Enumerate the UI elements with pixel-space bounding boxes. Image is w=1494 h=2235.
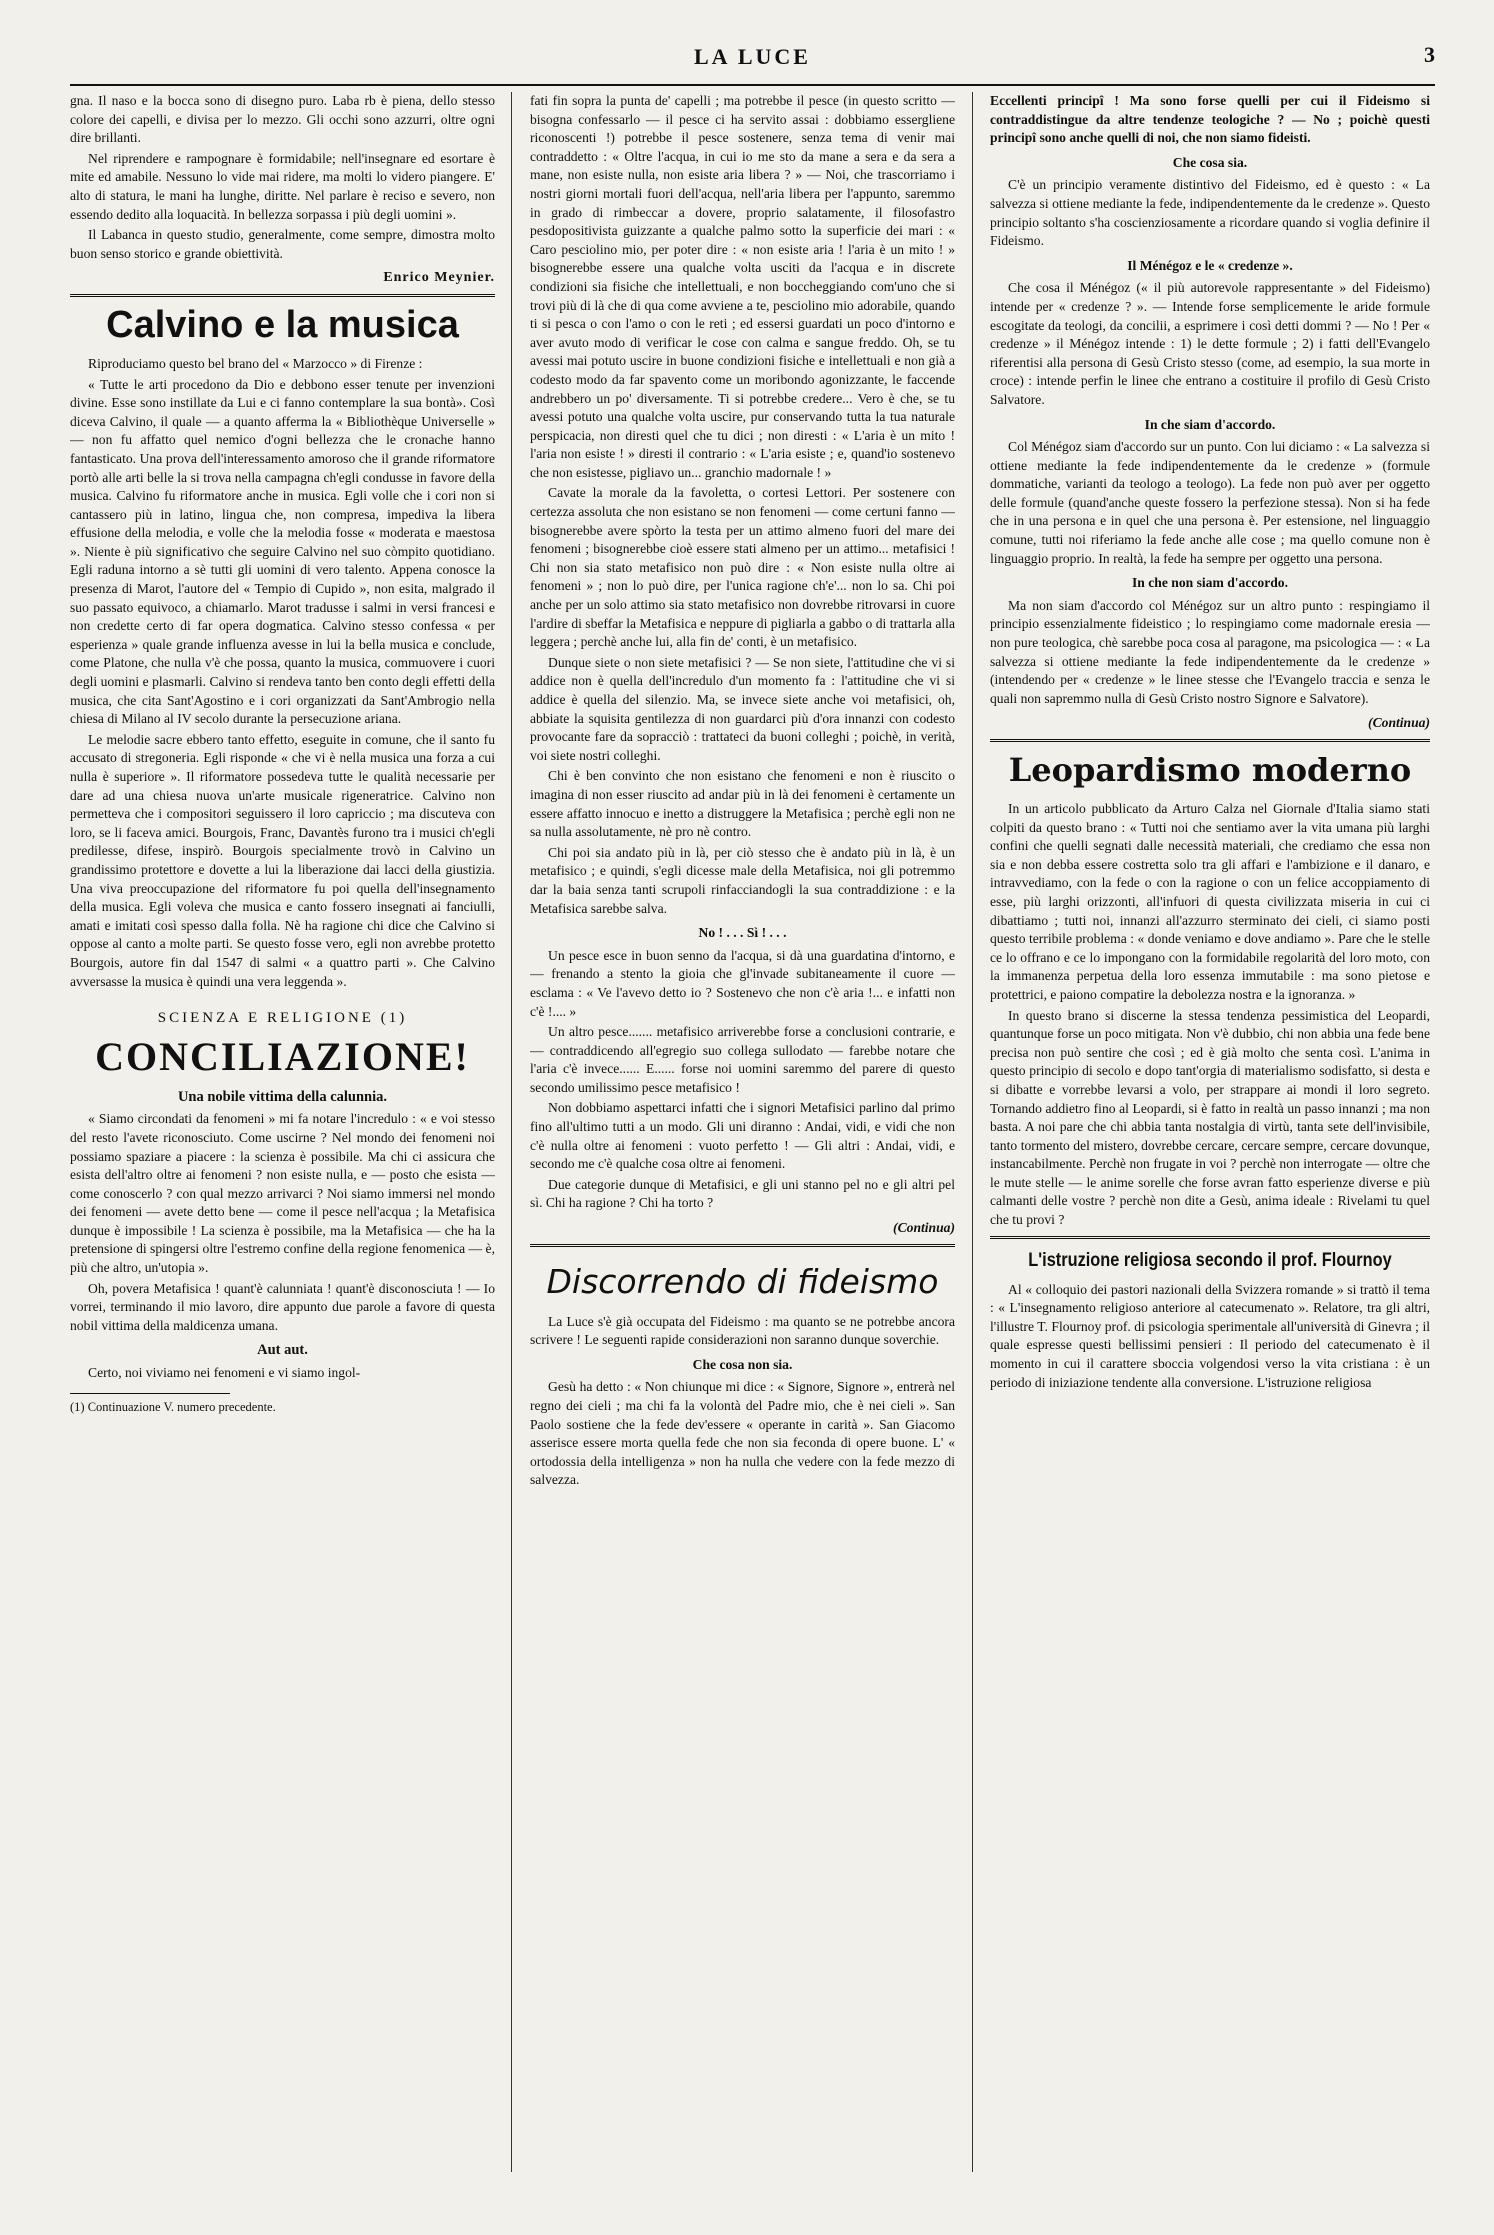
column-divider [972,92,973,2172]
article-text: Nel riprendere e rampognare è formidabile; nell'insegnare ed esortare è mite ed amabile. Nessuno lo vide mai ridere, ma molti lo videro piangere. E' alto di statura, le mani ha lunghe, diritte. Nel parlare è reciso e severo, non essendo dedito alla loquacità. In bellezza sorpassa i più degli uomini ». [70,150,495,222]
section-rule [530,1244,955,1247]
article-text: Gesù ha detto : « Non chiunque mi dice : « Signore, Signore », entrerà nel regno dei cieli ; ma chi fa la volontà del Padre mio, che è nei cieli ». San Paolo sostiene che la fede dev'essere « operante in carità ». San Giacomo asserisce essere morta quella fede che non sia feconda di opere buone. L' « ortodossia della intelligenza » non ha nulla che vedere con la fede mezzo di salvezza. [530,1379,955,1488]
article-text: Ma non siam d'accordo col Ménégoz sur un altro punto : respingiamo il principio essenzialmente fideistico ; lo respingiamo come madornale eresia — non pure teologica, chè sarebbe poca cosa al paragone, ma psicologica — : « La salvezza si ottiene mediante la fede indipendentemente da le credenze » (intendendo per « credenze » le linee stesse che l'Evangelo traccia e senza le quali non sapremmo nulla di Gesù Cristo nostro Signore e Salvatore). [990,597,1430,706]
column-divider [511,92,512,2172]
article-subhead: In che siam d'accordo. [1144,416,1276,432]
newspaper-page [70,38,1435,2208]
article-subhead: In che non siam d'accordo. [1132,575,1288,591]
section-rule [990,1236,1430,1239]
article-text: fati fin sopra la punta de' capelli ; ma potrebbe il pesce (in questo scritto — bisogna confessarlo — il pesce ci ha servito assai : dobbiamo essergliene riconoscenti !) potrebbe il pesce sostenere, senza tema di venir mai contraddetto : « Oltre l'acqua, in cui io me sto da mane a sera e da sera a mane, non esiste nulla, non esiste aria libera ? » — Noi, che trascorriamo i nostri giorni mortali fuori dell'acqua, nell'aria libera per l'appunto, saremmo in grado di rimbeccar a dovere, proprio salatamente, il filosofastro pesdopositivista guizzante a qualche palmo sotto la superficie dei mari : « Caro pesciolino mio, per poter dire : « non esiste aria ! l'aria è un mito ! » bisognerebbe essere una qualche volta usciti da l'acqua e in discrete condizioni sia fisiche che intellettuali, e non boccheggiando com'uno che si trovi più di là che di qua come avviene a te, pesciolino mio adorabile, quando ti si pesca o con l'amo o con le reti ; ed essersi guardati un poco d'intorno e aver avuto modo di verificar le cose con calma e sangue freddo. Oh, se tu avessi mai potuto uscire in buone condizioni fisiche e intellettuali e non già a codesto modo da far spavento come un moribondo agonizzante, le faccende andrebbero un po' diversamente. Ti si potrebbe credere... Vero è che, se tu avessi potuto una qualche volta uscire, pur conservando tutta la tua naturale perspicacia, non diresti quel che tu dici ; non diresti : « L'aria è un mito ! l'aria non esiste ! » diresti il contrario : « L'aria esiste ; e, quand'io sostenevo che non esistesse, pigliavo un... granchio madornale ! » [530,93,955,480]
article-text: Riproduciamo questo bel brano del « Marzocco » di Firenze : [88,355,423,371]
section-rule [70,294,495,297]
article-text: In questo brano si discerne la stessa tendenza pessimistica del Leopardi, quantunque forse un poco mitigata. Non v'è dubbio, chi non abbia una fede bene precisa non può sentire che così ; ed è già molto che senta così. L'anima in questo principio di secolo e dopo tant'orgia di materialismo sodisfatto, si desta e si dibatte e vorrebbe levarsi a volo, per strappare ai mondi il loro segreto. Tornando addietro fino al Leopardi, si è fatto in realtà un passo innanzi ; ma non basta. A noi pare che chi abbia tanta nostalgia di virtù, tanta sete dell'invisibile, tanto tormento del mistero, dovrebbe cercare, cercare sempre, cercare dovunque, instancabilmente. Perchè non frugate in voi ? perchè non interrogate — oltre che le mute stelle — le anime sorelle che forse avran fatto esperienze diverse e più calmanti delle vostre ? perchè non dite a Gesù, anima ideale : Rivelami tu quel che tu provi ? [990,1007,1430,1228]
article-subhead: Che cosa sia. [1172,154,1248,170]
article-text: Col Ménégoz siam d'accordo sur un punto. Con lui diciamo : « La salvezza si ottiene mediante la fede indipendentemente da le credenze » (formule dommatiche, varianti da teologo a teologo). La fede non può aver per oggetto delle formule (quand'anche queste fossero la perfezione stessa). Non si ha fede che in una persona e in quel che una persona è. Per estensione, nel linguaggio comune, tutti noi riferiamo la fede anche alle cose ; ma quello comune non è linguaggio proprio. In realtà, la fede ha sempre per oggetto una persona. [990,439,1430,566]
article-title-leopardismo: Leopardismo moderno [1008,751,1412,789]
article-text: Che cosa il Ménégoz (« il più autorevole rappresentante » del Fideismo) intende per « credenze ? ». — Intende forse semplicemente le aride formule escogitate da teologi, da concilii, a esprimere i così detti dommi ? — No ! Per « credenze » il Ménégoz intende : 1) le dette formule ; 2) i fatti dell'Evangelo riferentisi alla persona di Gesù Cristo stesso (come, ad esempio, la sua morte in croce) : intende perfin le linee che entrano a costituire il profilo di Gesù Cristo Salvatore. [990,280,1430,407]
article-text: C'è un principio veramente distintivo del Fideismo, ed è questo : « La salvezza si ottiene mediante la fede, indipendentemente da le credenze ». Questo principio soltanto s'ha coscienziosamente a ricordare quando si voglia definire il Fideismo. [990,177,1430,249]
article-subhead: Aut aut. [257,1342,308,1359]
masthead: LA LUCE [694,44,811,69]
article-title-conciliazione: CONCILIAZIONE! [95,1033,470,1079]
article-text: gna. Il naso e la bocca sono di disegno puro. Laba rb è piena, dello stesso colore dei capelli, e divisa per lo mezzo. Gli occhi sono azzurri, oltre ogni dire brillanti. [70,93,495,146]
article-text: Le melodie sacre ebbero tanto effetto, eseguite in comune, che il santo fu accusato di stregoneria. Egli risponde « che vi è nella musica una forza a cui nulla è superiore ». Il riformatore possedeva tutte le qualità necessarie per dare ad una chiesa nuova un'arte musicale rigeneratrice. Calvino non permetteva che i compositori seguissero il loro capriccio ; ma discuteva con loro, se li faceva amici. Bourgois, Franc, Davantès furono tra i musici ch'egli predilesse, difese, inspirò. Bourgois specialmente trovò in Calvino un grandissimo protettore e dovette a lui la liberazione dai lacci della giustizia. Una viva preoccupazione del riformatore fu poi quella dell'insegnamento della musica. Egli voleva che musica e canto fossero insegnati ai fanciulli, amati e imitati così spesso dalla folla. Nè ha ragione chi dice che Calvino si oppose al canto a molte parti. Se questo fosse vero, egli non avrebbe protetto Bourgois, autore fin dal 1547 di salmi « a quattro parti ». Che Calvino avversasse la musica è quindi una vera leggenda ». [70,731,495,989]
continua-note: (Continua) [893,1220,955,1236]
page-number: 3 [1424,42,1435,67]
columns [70,92,1435,2192]
article-text: In un articolo pubblicato da Arturo Calza nel Giornale d'Italia siamo stati colpiti da questo brano : « Tutti noi che sentiamo aver la vita umana più larghi confini che quelli segnati dalle necessità materiali, che crediamo che essa non sia e non debba essere costretta solo tra gli affari e l'ambizione e il danaro, e intravvediamo, con la fede o con la ragione o con un felice accoppiamento di esse, più larghi orizzonti, all'infuori di questa civilizzata miseria in cui ci dibattiamo ; tutti noi, innanzi all'azzurro sterminato dei cieli, ci siamo posti questo terribile problema : « donde veniamo e dove andiamo ». Pare che le stelle ce lo offrano e ce lo impongano con la formidabile regolarità del loro moto, con la immanenza perpetua della loro essenza immutabile : ma sono pietose e protettrici, e paiono compatire la debolezza nostra e la ignoranza. » [990,801,1430,1002]
article-text: Chi è ben convinto che non esistano che fenomeni e non è riuscito o imagina di non esser riuscito ad andar più in là dei fenomeni è certamente un essere affatto innocuo e inetto a distruggere la Metafisica ; perchè egli non ne sa nulla assolutamente, nè pro nè contro. [530,768,955,840]
article-text: La Luce s'è già occupata del Fideismo : ma quanto se ne potrebbe ancora scrivere ! Le seguenti rapide considerazioni non saranno dunque soverchie. [530,1313,955,1348]
column-3 [990,92,1430,2192]
column-1 [70,92,495,2192]
article-text: Un pesce esce in buon senno da l'acqua, si dà una guardatina d'intorno, e — frenando a stento la gioia che gl'invade subitaneamente il cuore — esclama : « Ve l'avevo detto io ? Sostenevo che non c'è aria !... e infatti non c'è !.... » [530,947,955,1019]
article-text: Oh, povera Metafisica ! quant'è calunniata ! quant'è disconosciuta ! — Io vorrei, terminando il mio lavoro, dire appunto due parole a favore di questa nobil vittima della maldicenza umana. [70,1280,495,1333]
article-text: Non dobbiamo aspettarci infatti che i signori Metafisici parlino dal primo fino all'ultimo tutti a un modo. Gli uni diranno : Andai, vidi, e vidi che non c'è nulla oltre ai fenomeni : vuoto perfetto ! — Gli altri : Andai, vidi, e secondo me c'è qualche cosa oltre ai fenomeni. [530,1100,955,1172]
article-subhead: Che cosa non sia. [692,1356,793,1372]
footnote: (1) Continuazione V. numero precedente. [70,1399,276,1414]
article-text: « Tutte le arti procedono da Dio e debbono esser tenute per invenzioni divine. Esse sono instillate da Lui e ci fanno contemplare la sua bontà». Così diceva Calvino, il quale — a quanto afferma la « Bibliothèque Universelle » — non fu affatto quel nemico d'ogni bellezza che le cronache hanno fantasticato. Una prova dell'interessamento amoroso che il grande riformatore portò alle arti belle la si trova nella campagna ch'egli condusse in favore della musica. Calvino fu riformatore anche in musica. Egli volle che i cori non si cantassero più in latino, lingua che, non compresa, impediva la libera effusione della melodia, e volle che la melodia fosse « moderata e maestosa ». Niente è più significativo che seguire Calvino nel suo còmpito quotidiano. Egli raduna intorno a sè tutti gli uomini di vero talento. Appena conosce la presenza di Marot, l'autore del « Tempio di Cupido », non esita, malgrado il suo passato equivoco, a chiamarlo. Marot tradusse i salmi in versi francesi e non credette certo di far opera dogmatica. Calvino stesso confessa « per esperienza » quale grande influenza avesse in lui la bella musica e conclude, come Platone, che nulla v'è che possa, quanto la musica, commuovere i cuori degli uomini e plasmarli. Calvino si rendeva tanto ben conto degli effetti della musica, che cita Sant'Agostino e i cori organizzati da Sant'Ambrogio nella chiesa di Milano al IV secolo durante la persecuzione ariana. [70,376,495,727]
section-label: SCIENZA E RELIGIONE (1) [157,1010,408,1027]
article-subhead: Il Ménégoz e le « credenze ». [1127,257,1293,273]
article-text: Al « colloquio dei pastori nazionali della Svizzera romande » si trattò il tema : « L'insegnamento religioso anteriore al catecumenato ». Relatore, tra gli altri, l'illustre T. Flournoy prof. di psicologia sperimentale all'università di Ginevra ; il quale espresse questi bellissimi pensieri : Il periodo del catecumenato è il momento in cui il carattere sboccia volgendosi verso la vita cristiana : è un periodo di iniziazione tendente alla conversione. L'istruzione religiosa [990,1281,1430,1390]
article-title-istruzione: L'istruzione religiosa secondo il prof. Flournoy [1028,1249,1392,1271]
article-title-fideismo: Discorrendo di fideismo [546,1261,939,1301]
page-header [70,38,1435,86]
article-subhead: Una nobile vittima della calunnia. [177,1088,388,1105]
article-text: Due categorie dunque di Metafisici, e gli uni stanno pel no e gli altri pel sì. Chi ha ragione ? Chi ha torto ? [530,1176,955,1211]
author-signature: Enrico Meynier. [383,270,495,286]
article-text: Chi poi sia andato più in là, per ciò stesso che è andato più in là, è un metafisico ; e quindi, s'egli dicesse male della Metafisica, noi gli potremmo dar la baia senza tanti scrupoli rinfacciandogli la sua contraddizione : e la Metafisica sarebbe salva. [530,844,955,916]
section-rule [990,739,1430,742]
article-text: Un altro pesce....... metafisico arriverebbe forse a conclusioni contrarie, e — contraddicendo all'egregio suo collega sullodato — farebbe notare che l'aria c'è invece...... E...... forse noi uomini saremmo del parere di questo secondo umilissimo pesce metafisico ! [530,1024,955,1095]
article-text: Cavate la morale da la favoletta, o cortesi Lettori. Per sostenere con certezza assoluta che non esistano se non fenomeni — come certuni fanno — bisognerebbe avere spòrto la testa per un attimo almeno fuori del mare dei fenomeni ; bisognerebbe cioè essere stati almeno per un attimo... metafisici ! Chi non sia stato metafisico non può dire : « Non esiste nulla oltre ai fenomeni » ; non lo può dire, per l'unica ragione ch'e'... non lo sa. Chi poi anche per un solo attimo sia stato metafisico non dovrebbe ritrovarsi in cuore l'ardire di sbeffar la Metafisica e neppure di pigliarla a gabbo o di trattarla alla leggera ; perchè anche lui, alla fin de' conti, è un metafisico. [530,485,955,650]
footnote-rule [70,1393,230,1394]
article-text: « Siamo circondati da fenomeni » mi fa notare l'incredulo : « e voi stesso del resto l'avete riconosciuto. Come uscirne ? Nel mondo dei fenomeni noi possiamo spaziare a piacere : la scienza è possibile. Ma chi ci assicura che esista dell'altro oltre ai fenomeni ? non esiste nulla, e — posto che esista — come conoscerlo ? con qual mezzo arrivarci ? Noi siamo immersi nel mondo dei fenomeni — avete detto bene — come il pesce nell'acqua ; la Metafisica dunque è impossibile ! La scienza è possibile, ma la Metafisica — che ha la pretensione di spingersi oltre l'estremo confine della regione fenomenica — è, più che altro, un'utopia ». [70,1111,495,1276]
article-text: Eccellenti principî ! Ma sono forse quelli per cui il Fideismo si contraddistingue da altre tendenze teologiche ? — No ; poichè questi principî sono anche quelli di noi, che non siamo fideisti. [990,93,1430,146]
article-title-calvino: Calvino e la musica [106,303,459,346]
continua-note: (Continua) [1368,715,1430,731]
article-text: Certo, noi viviamo nei fenomeni e vi siamo ingol- [88,1365,361,1381]
article-text: Il Labanca in questo studio, generalmente, come sempre, dimostra molto buon senso storico e grande obiettività. [70,227,495,261]
article-text: Dunque siete o non siete metafisici ? — Se non siete, l'attitudine che vi si addice non è quella dell'incredulo d'un momento fa : l'attitudine che vi si addice è quella del silenzio. Ma, se invece siete anche voi metafisici, oh, abbiate la squisita gentilezza di non guardarci più d'ora innanzi con codesto provocante fare da sopracciò : trattateci da buoni colleghi ; poichè, in verità, voi siete nostri colleghi. [530,654,955,763]
column-2 [530,92,955,2192]
article-subhead: No ! . . . Sì ! . . . [698,925,787,941]
